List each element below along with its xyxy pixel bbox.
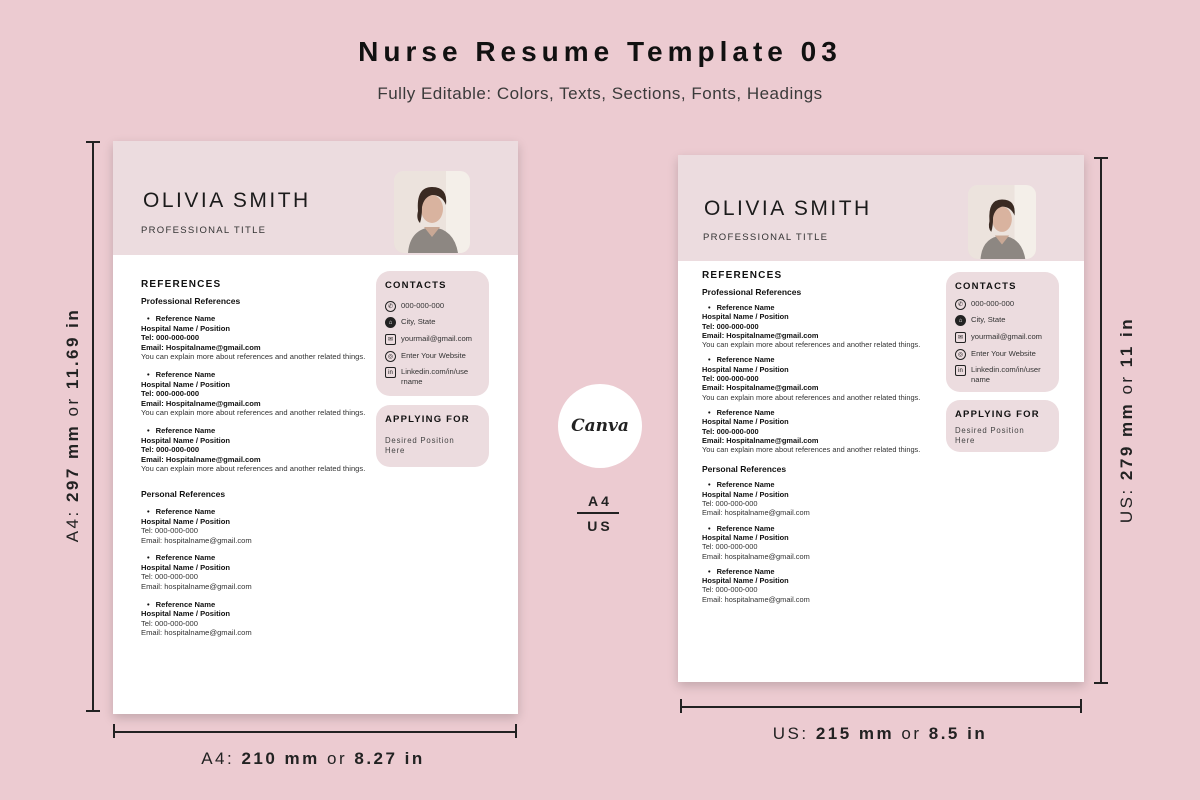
reference-tel: Tel: 000-000-000 xyxy=(141,572,198,582)
reference-tel: Tel: 000-000-000 xyxy=(702,585,758,595)
desired-position: Desired Position Here xyxy=(385,436,455,455)
reference-item xyxy=(702,408,940,454)
us-width-line xyxy=(680,706,1082,708)
reference-item xyxy=(702,355,940,401)
resume-name: OLIVIA SMITH xyxy=(143,189,311,212)
resume-professional-title: PROFESSIONAL TITLE xyxy=(141,225,267,236)
mail-icon: ✉ xyxy=(955,332,966,343)
canva-logo: Canva xyxy=(558,384,642,468)
globe-icon: ◎ xyxy=(955,349,966,360)
contact-email: ✉ yourmail@gmail.com xyxy=(385,334,485,345)
contacts-card xyxy=(946,272,1059,392)
reference-tel: Tel: 000-000-000 xyxy=(141,526,198,536)
reference-name: • Reference Name xyxy=(702,567,940,576)
reference-email: Email: hospitalname@gmail.com xyxy=(702,508,810,518)
reference-email: Email: Hospitalname@gmail.com xyxy=(141,398,261,408)
reference-tel: Tel: 000-000-000 xyxy=(702,542,758,552)
references-section xyxy=(141,279,366,638)
contact-city: ⌂ City, State xyxy=(955,315,1055,326)
reference-item xyxy=(141,426,366,474)
a4-width-cap-right xyxy=(515,724,517,738)
applying-card xyxy=(376,405,489,467)
reference-name: • Reference Name xyxy=(702,408,940,417)
reference-email: Email: Hospitalname@gmail.com xyxy=(702,383,819,393)
us-height-line xyxy=(1100,158,1102,684)
home-icon: ⌂ xyxy=(385,317,396,328)
reference-email: Email: hospitalname@gmail.com xyxy=(141,628,252,638)
reference-item xyxy=(702,303,940,349)
resume-name: OLIVIA SMITH xyxy=(704,197,872,220)
applying-heading: APPLYING FOR xyxy=(955,409,1040,420)
reference-description: You can explain more about references and another related things. xyxy=(141,408,366,418)
reference-hospital: Hospital Name / Position xyxy=(141,609,231,619)
a4-height-cap-top xyxy=(86,141,100,143)
contact-linkedin: in Linkedin.com/in/user name xyxy=(955,365,1055,385)
reference-email: Email: hospitalname@gmail.com xyxy=(141,582,252,592)
page-title: Nurse Resume Template 03 xyxy=(358,36,842,67)
reference-name: • Reference Name xyxy=(141,314,366,324)
resume-a4 xyxy=(113,141,518,714)
resume-professional-title: PROFESSIONAL TITLE xyxy=(703,232,829,243)
contact-phone: ✆ 000-000-000 xyxy=(955,299,1055,310)
reference-name: • Reference Name xyxy=(702,355,940,364)
contact-city: ⌂ City, State xyxy=(385,317,485,328)
phone-icon: ✆ xyxy=(385,301,396,312)
reference-name: • Reference Name xyxy=(141,553,366,563)
mail-icon: ✉ xyxy=(385,334,396,345)
reference-email: Email: hospitalname@gmail.com xyxy=(702,551,810,561)
reference-name: • Reference Name xyxy=(141,600,366,610)
profile-photo xyxy=(968,185,1036,259)
us-width-cap-left xyxy=(680,699,682,713)
professional-references-heading: Professional References xyxy=(141,296,241,306)
reference-description: You can explain more about references and another related things. xyxy=(702,392,921,402)
personal-reference-item xyxy=(702,567,940,604)
contact-website: ◎ Enter Your Website xyxy=(385,351,485,362)
desired-position: Desired Position Here xyxy=(955,426,1025,445)
contacts-heading: CONTACTS xyxy=(955,281,1017,292)
reference-email: Email: Hospitalname@gmail.com xyxy=(702,435,819,445)
format-divider xyxy=(577,512,619,514)
reference-hospital: Hospital Name / Position xyxy=(702,312,789,322)
us-height-cap-bottom xyxy=(1094,682,1108,684)
reference-hospital: Hospital Name / Position xyxy=(141,323,231,333)
a4-width-line xyxy=(113,731,517,733)
reference-tel: Tel: 000-000-000 xyxy=(141,445,200,455)
reference-name: • Reference Name xyxy=(702,524,940,533)
format-us: US xyxy=(587,518,613,534)
contacts-card xyxy=(376,271,489,396)
reference-hospital: Hospital Name / Position xyxy=(141,562,231,572)
reference-description: You can explain more about references and another related things. xyxy=(141,352,366,362)
reference-hospital: Hospital Name / Position xyxy=(141,435,231,445)
contact-website: ◎ Enter Your Website xyxy=(955,349,1055,360)
a4-width-cap-left xyxy=(113,724,115,738)
a4-width-label: A4: 210 mm or 8.27 in xyxy=(201,749,425,768)
personal-reference-item xyxy=(702,480,940,517)
reference-email: Email: Hospitalname@gmail.com xyxy=(141,454,261,464)
home-icon: ⌂ xyxy=(955,315,966,326)
resume-us xyxy=(678,155,1084,682)
us-width-cap-right xyxy=(1080,699,1082,713)
reference-name: • Reference Name xyxy=(141,426,366,436)
us-width-label: US: 215 mm or 8.5 in xyxy=(772,724,988,743)
reference-hospital: Hospital Name / Position xyxy=(702,417,789,427)
professional-references-heading: Professional References xyxy=(702,287,802,297)
personal-reference-item xyxy=(141,553,366,591)
reference-tel: Tel: 000-000-000 xyxy=(702,499,758,509)
linkedin-icon: in xyxy=(385,367,396,378)
phone-icon: ✆ xyxy=(955,299,966,310)
personal-references-heading: Personal References xyxy=(702,464,787,475)
personal-reference-item xyxy=(702,524,940,561)
reference-email: Email: Hospitalname@gmail.com xyxy=(141,342,261,352)
reference-name: • Reference Name xyxy=(702,303,940,312)
personal-reference-item xyxy=(141,507,366,545)
personal-reference-item xyxy=(141,600,366,638)
a4-height-line xyxy=(92,142,94,712)
reference-description: You can explain more about references and another related things. xyxy=(141,464,366,474)
contact-linkedin: in Linkedin.com/in/use rname xyxy=(385,367,485,387)
reference-name: • Reference Name xyxy=(141,370,366,380)
globe-icon: ◎ xyxy=(385,351,396,362)
applying-heading: APPLYING FOR xyxy=(385,414,470,425)
reference-hospital: Hospital Name / Position xyxy=(702,532,789,542)
reference-email: Email: Hospitalname@gmail.com xyxy=(702,330,819,340)
references-section xyxy=(702,270,940,604)
contact-email: ✉ yourmail@gmail.com xyxy=(955,332,1055,343)
reference-email: Email: hospitalname@gmail.com xyxy=(702,594,810,604)
reference-tel: Tel: 000-000-000 xyxy=(702,321,759,331)
reference-description: You can explain more about references and another related things. xyxy=(702,340,921,350)
a4-height-cap-bottom xyxy=(86,710,100,712)
reference-name: • Reference Name xyxy=(141,507,366,517)
reference-name: • Reference Name xyxy=(702,480,940,489)
us-height-label: US: 279 mm or 11 in xyxy=(1117,316,1136,524)
format-a4: A4 xyxy=(588,493,612,509)
contacts-heading: CONTACTS xyxy=(385,280,447,291)
reference-hospital: Hospital Name / Position xyxy=(702,489,789,499)
page-subtitle: Fully Editable: Colors, Texts, Sections, Fonts, Headings xyxy=(377,84,823,103)
reference-hospital: Hospital Name / Position xyxy=(702,576,789,586)
reference-hospital: Hospital Name / Position xyxy=(141,516,231,526)
references-heading: REFERENCES xyxy=(141,279,222,290)
reference-item xyxy=(141,370,366,418)
references-heading: REFERENCES xyxy=(702,270,783,281)
a4-height-label: A4: 297 mm or 11.69 in xyxy=(63,307,82,543)
reference-email: Email: hospitalname@gmail.com xyxy=(141,535,252,545)
personal-references-heading: Personal References xyxy=(141,488,226,499)
profile-photo xyxy=(394,171,470,253)
reference-item xyxy=(141,314,366,362)
reference-tel: Tel: 000-000-000 xyxy=(141,389,200,399)
reference-hospital: Hospital Name / Position xyxy=(141,379,231,389)
applying-card xyxy=(946,400,1059,452)
us-height-cap-top xyxy=(1094,157,1108,159)
reference-hospital: Hospital Name / Position xyxy=(702,364,789,374)
reference-tel: Tel: 000-000-000 xyxy=(141,618,198,628)
linkedin-icon: in xyxy=(955,365,966,376)
reference-tel: Tel: 000-000-000 xyxy=(702,426,759,436)
reference-description: You can explain more about references and another related things. xyxy=(702,445,921,455)
reference-tel: Tel: 000-000-000 xyxy=(702,374,759,384)
reference-tel: Tel: 000-000-000 xyxy=(141,333,200,343)
contact-phone: ✆ 000-000-000 xyxy=(385,301,485,312)
